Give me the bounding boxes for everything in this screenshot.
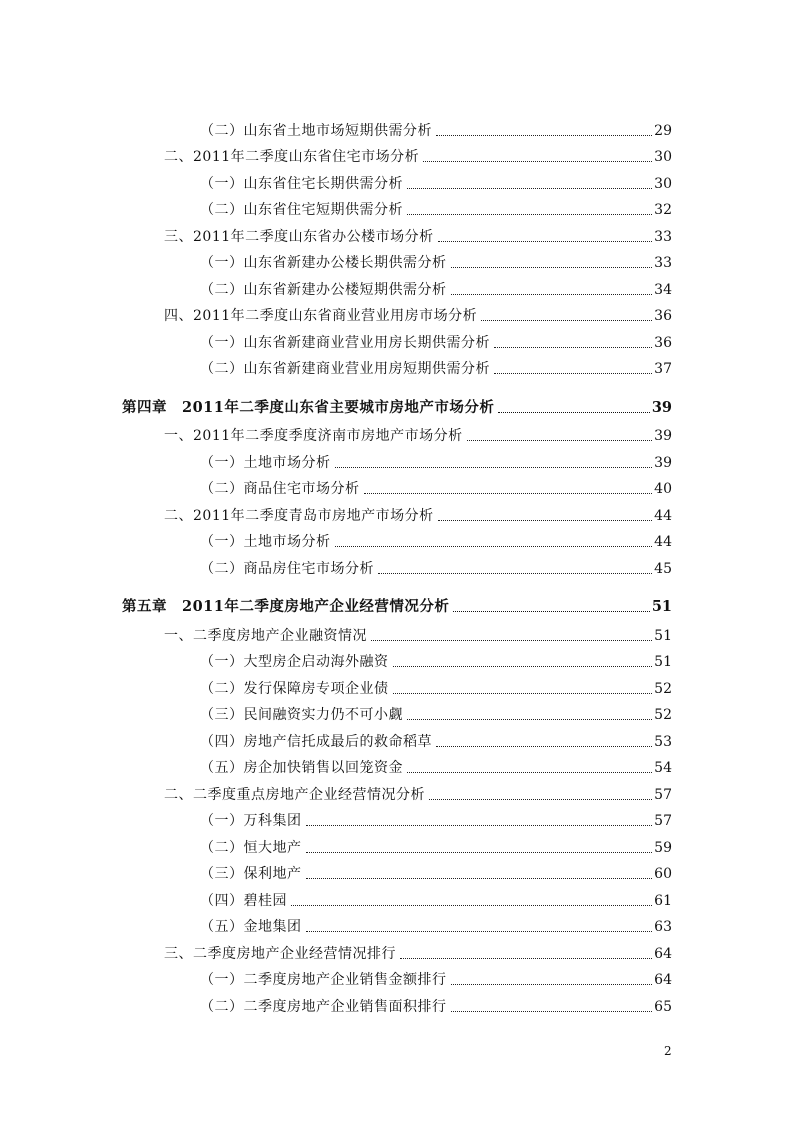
dot-leader xyxy=(378,573,652,574)
dot-leader xyxy=(467,440,653,441)
toc-entry-page: 30 xyxy=(654,149,672,165)
dot-leader xyxy=(306,825,653,826)
dot-leader xyxy=(498,412,649,413)
toc-entry-label: （一）山东省新建商业营业用房长期供需分析 xyxy=(200,334,490,351)
dot-leader xyxy=(335,546,653,547)
toc-entry-row xyxy=(164,946,672,962)
toc-entry-row xyxy=(200,123,672,139)
dot-leader xyxy=(306,931,653,932)
toc-entry-label: （二）商品房住宅市场分析 xyxy=(200,560,374,577)
toc-entry-label: （二）山东省住宅短期供需分析 xyxy=(200,202,403,218)
toc-subsection-entry[interactable] xyxy=(0,833,794,860)
toc-entry-row xyxy=(200,561,672,577)
toc-entry-row xyxy=(200,866,672,882)
dot-leader xyxy=(407,719,652,720)
toc-subsection-entry[interactable] xyxy=(0,886,794,913)
toc-entry-page: 44 xyxy=(654,534,672,550)
toc-entry-page: 51 xyxy=(651,598,672,615)
dot-leader xyxy=(429,799,652,800)
toc-subsection-entry[interactable] xyxy=(0,913,794,940)
dot-leader xyxy=(453,611,649,612)
toc-entry-row xyxy=(200,919,672,935)
toc-entry-row xyxy=(200,481,672,497)
toc-entry-row xyxy=(200,335,672,351)
dot-leader xyxy=(494,373,652,374)
toc-subsection-entry[interactable] xyxy=(0,648,794,675)
toc-subsection-entry[interactable] xyxy=(0,475,794,502)
toc-entry-label: （一）大型房企启动海外融资 xyxy=(200,654,389,670)
toc-entry-page: 57 xyxy=(654,786,672,803)
toc-entry-label: 第四章 2011年二季度山东省主要城市房地产市场分析 xyxy=(122,398,495,416)
toc-subsection-entry[interactable] xyxy=(0,754,794,781)
dot-leader xyxy=(438,520,653,521)
dot-leader xyxy=(451,294,653,295)
toc-entry-label: （五）金地集团 xyxy=(200,919,302,935)
toc-entry-page: 34 xyxy=(654,281,672,298)
dot-leader xyxy=(451,267,653,268)
toc-entry-row xyxy=(200,707,672,723)
toc-entry-page: 33 xyxy=(654,228,672,245)
toc-entry-row xyxy=(200,534,672,550)
dot-leader xyxy=(407,772,652,773)
toc-subsection-entry[interactable] xyxy=(0,727,794,754)
dot-leader xyxy=(335,467,653,468)
toc-section-entry[interactable] xyxy=(0,302,794,329)
toc-entry-page: 44 xyxy=(654,507,672,524)
toc-entry-row xyxy=(200,893,672,909)
toc-entry-label: （一）土地市场分析 xyxy=(200,454,331,471)
toc-entry-page: 61 xyxy=(654,892,672,909)
dot-leader xyxy=(423,161,652,162)
toc-entry-page: 51 xyxy=(654,627,672,644)
toc-entry-row xyxy=(200,734,672,750)
toc-subsection-entry[interactable] xyxy=(0,701,794,728)
toc-section-entry[interactable] xyxy=(0,621,794,648)
toc-entry-label: （二）山东省新建办公楼短期供需分析 xyxy=(200,281,447,298)
toc-entry-label: （三）保利地产 xyxy=(200,866,302,882)
toc-entry-row xyxy=(200,282,672,298)
toc-subsection-entry[interactable] xyxy=(0,328,794,355)
toc-entry-label: 一、二季度房地产企业融资情况 xyxy=(164,627,367,644)
toc-subsection-entry[interactable] xyxy=(0,674,794,701)
toc-entry-label: 二、2011年二季度山东省住宅市场分析 xyxy=(164,149,420,165)
toc-subsection-entry[interactable] xyxy=(0,275,794,302)
toc-entry-page: 54 xyxy=(654,760,672,776)
toc-entry-row xyxy=(200,840,672,856)
chapter-spacer xyxy=(0,381,794,393)
toc-entry-page: 59 xyxy=(654,839,672,856)
toc-entry-label: （二）恒大地产 xyxy=(200,839,302,856)
dot-leader xyxy=(306,878,653,879)
toc-subsection-entry[interactable] xyxy=(0,169,794,196)
toc-entry-label: （五）房企加快销售以回笼资金 xyxy=(200,760,403,776)
toc-entry-page: 64 xyxy=(654,972,672,988)
toc-section-entry[interactable] xyxy=(0,222,794,249)
toc-entry-label: 二、二季度重点房地产企业经营情况分析 xyxy=(164,786,425,803)
toc-entry-row xyxy=(164,508,672,524)
toc-section-entry[interactable] xyxy=(0,939,794,966)
toc-entry-page: 39 xyxy=(654,454,672,471)
toc-entry-row xyxy=(200,455,672,471)
toc-entry-label: 三、二季度房地产企业经营情况排行 xyxy=(164,945,396,962)
toc-subsection-entry[interactable] xyxy=(0,966,794,993)
toc-entry-page: 39 xyxy=(654,428,672,444)
toc-entry-label: （四）碧桂园 xyxy=(200,892,287,909)
toc-entry-label: （四）房地产信托成最后的救命稻草 xyxy=(200,733,432,750)
toc-entry-row xyxy=(122,599,672,615)
dot-leader xyxy=(393,666,653,667)
toc-entry-row xyxy=(200,760,672,776)
toc-entry-label: （二）山东省土地市场短期供需分析 xyxy=(200,122,432,139)
dot-leader xyxy=(291,905,652,906)
toc-subsection-entry[interactable] xyxy=(0,249,794,276)
dot-leader xyxy=(407,214,652,215)
toc-entry-page: 64 xyxy=(654,945,672,962)
toc-entry-label: （二）二季度房地产企业销售面积排行 xyxy=(200,998,447,1015)
toc-section-entry[interactable] xyxy=(0,422,794,449)
toc-entry-page: 51 xyxy=(654,654,672,670)
toc-entry-label: 四、2011年二季度山东省商业营业用房市场分析 xyxy=(164,308,478,324)
toc-entry-row xyxy=(200,681,672,697)
toc-entry-page: 53 xyxy=(654,733,672,750)
table-of-contents xyxy=(0,116,794,1019)
toc-section-entry[interactable] xyxy=(0,780,794,807)
toc-entry-label: （三）民间融资实力仍不可小觑 xyxy=(200,707,403,723)
toc-entry-page: 40 xyxy=(654,481,672,497)
dot-leader xyxy=(438,241,653,242)
toc-entry-row xyxy=(200,255,672,271)
toc-entry-row xyxy=(200,176,672,192)
toc-entry-page: 57 xyxy=(654,813,672,829)
toc-section-entry[interactable] xyxy=(0,501,794,528)
toc-entry-row xyxy=(200,999,672,1015)
toc-entry-row xyxy=(122,400,672,416)
toc-entry-row xyxy=(164,308,672,324)
toc-entry-label: 三、2011年二季度山东省办公楼市场分析 xyxy=(164,228,434,245)
toc-section-entry[interactable] xyxy=(0,143,794,170)
toc-entry-label: 二、2011年二季度青岛市房地产市场分析 xyxy=(164,507,434,524)
toc-entry-label: （一）山东省新建办公楼长期供需分析 xyxy=(200,255,447,271)
chapter-spacer xyxy=(0,581,794,593)
dot-leader xyxy=(451,984,653,985)
toc-entry-label: （一）山东省住宅长期供需分析 xyxy=(200,175,403,192)
toc-entry-row xyxy=(164,428,672,444)
toc-entry-page: 39 xyxy=(651,398,672,416)
dot-leader xyxy=(364,493,653,494)
toc-entry-label: （二）商品住宅市场分析 xyxy=(200,481,360,497)
toc-subsection-entry[interactable] xyxy=(0,355,794,382)
toc-entry-row xyxy=(200,654,672,670)
toc-entry-row xyxy=(200,361,672,377)
dot-leader xyxy=(436,135,652,136)
dot-leader xyxy=(371,640,652,641)
toc-entry-page: 65 xyxy=(654,998,672,1015)
toc-entry-label: （二）发行保障房专项企业债 xyxy=(200,680,389,697)
toc-entry-label: （一）万科集团 xyxy=(200,813,302,829)
toc-subsection-entry[interactable] xyxy=(0,992,794,1019)
toc-subsection-entry[interactable] xyxy=(0,860,794,887)
toc-entry-page: 37 xyxy=(654,361,672,377)
page-number: 2 xyxy=(664,1044,672,1058)
dot-leader xyxy=(451,1011,653,1012)
toc-entry-row xyxy=(164,149,672,165)
toc-entry-row xyxy=(200,972,672,988)
dot-leader xyxy=(436,746,652,747)
dot-leader xyxy=(481,320,652,321)
toc-entry-row xyxy=(164,229,672,245)
toc-entry-page: 30 xyxy=(654,175,672,192)
dot-leader xyxy=(393,693,653,694)
dot-leader xyxy=(306,852,653,853)
toc-entry-label: 第五章 2011年二季度房地产企业经营情况分析 xyxy=(122,598,450,615)
toc-entry-label: （二）山东省新建商业营业用房短期供需分析 xyxy=(200,361,490,377)
toc-entry-page: 36 xyxy=(654,334,672,351)
toc-entry-page: 63 xyxy=(654,919,672,935)
toc-subsection-entry[interactable] xyxy=(0,196,794,223)
toc-entry-page: 52 xyxy=(654,680,672,697)
toc-entry-page: 33 xyxy=(654,255,672,271)
toc-chapter-entry[interactable] xyxy=(0,593,794,620)
dot-leader xyxy=(400,958,652,959)
toc-chapter-entry[interactable] xyxy=(0,393,794,420)
toc-entry-label: 一、2011年二季度季度济南市房地产市场分析 xyxy=(164,428,463,444)
toc-entry-row xyxy=(164,787,672,803)
toc-subsection-entry[interactable] xyxy=(0,554,794,581)
toc-entry-page: 60 xyxy=(654,866,672,882)
toc-entry-page: 32 xyxy=(654,202,672,218)
toc-entry-page: 52 xyxy=(654,707,672,723)
toc-entry-page: 45 xyxy=(654,560,672,577)
toc-subsection-entry[interactable] xyxy=(0,116,794,143)
toc-subsection-entry[interactable] xyxy=(0,807,794,834)
toc-entry-label: （一）土地市场分析 xyxy=(200,534,331,550)
toc-entry-row xyxy=(200,813,672,829)
toc-entry-label: （一）二季度房地产企业销售金额排行 xyxy=(200,972,447,988)
dot-leader xyxy=(407,188,652,189)
dot-leader xyxy=(494,347,652,348)
toc-entry-page: 36 xyxy=(654,308,672,324)
toc-entry-row xyxy=(200,202,672,218)
toc-subsection-entry[interactable] xyxy=(0,528,794,555)
toc-entry-row xyxy=(164,628,672,644)
toc-entry-page: 29 xyxy=(654,122,672,139)
toc-subsection-entry[interactable] xyxy=(0,448,794,475)
